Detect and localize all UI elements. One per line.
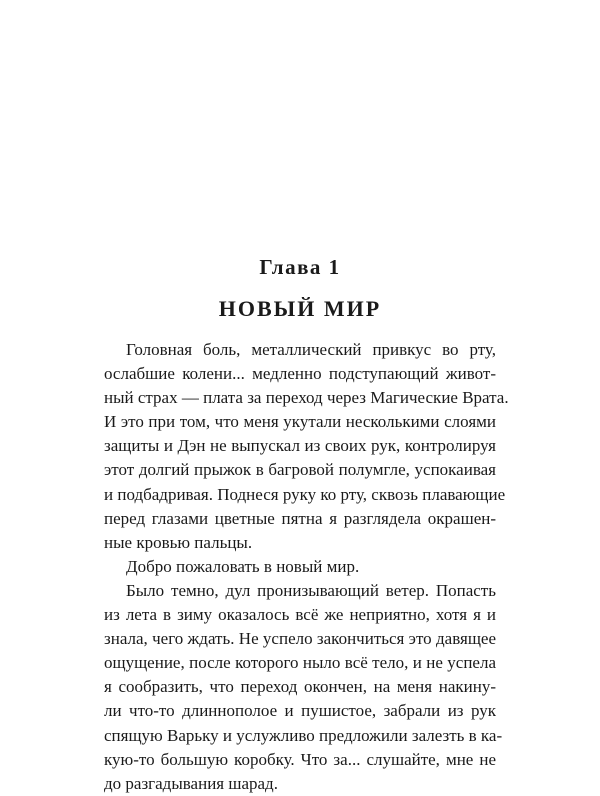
text-line: кую-то большую коробку. Что за... слушайте, мне не xyxy=(104,749,496,769)
text-line: Добро пожаловать в новый мир. xyxy=(126,556,360,576)
text-line: ный страх — плата за переход через Магические Врата. xyxy=(104,388,509,408)
text-line: ощущение, после которого ныло всё тело, и не успела xyxy=(104,653,496,673)
text-line: я сообразить, что переход окончен, на меня накину- xyxy=(104,677,496,697)
text-line: перед глазами цветные пятна я разглядела окрашен- xyxy=(104,508,496,528)
text-line: знала, чего ждать. Не успело закончиться это давящее xyxy=(104,629,496,649)
chapter-number: Глава 1 xyxy=(259,255,341,279)
text-line: ослабшие колени... медленно подступающий живот- xyxy=(104,364,496,384)
text-line: из лета в зиму оказалось всё же неприятно, хотя я и xyxy=(104,605,496,625)
text-line: Головная боль, металлический привкус во рту, xyxy=(126,340,496,359)
text-line: И это при том, что меня укутали несколькими слоями xyxy=(104,412,496,432)
text-line: до разгадывания шарад. xyxy=(104,773,278,793)
text-line: спящую Варьку и услужливо предложили залезть в ка- xyxy=(104,725,503,745)
chapter-title: НОВЫЙ МИР xyxy=(218,296,382,321)
chapter-body xyxy=(104,338,509,796)
text-line: защиты и Дэн не выпускал из своих рук, контролируя xyxy=(104,436,496,456)
text-line: и подбадривая. Поднеся руку ко рту, сквозь плавающие xyxy=(104,484,506,504)
text-line: Было темно, дул пронизывающий ветер. Попасть xyxy=(126,580,496,600)
text-line: ли что-то длиннополое и пушистое, забрали из рук xyxy=(104,701,496,721)
text-line: этот долгий прыжок в багровой полумгле, успокаивая xyxy=(104,460,496,480)
text-line: ные кровью пальцы. xyxy=(104,532,253,552)
